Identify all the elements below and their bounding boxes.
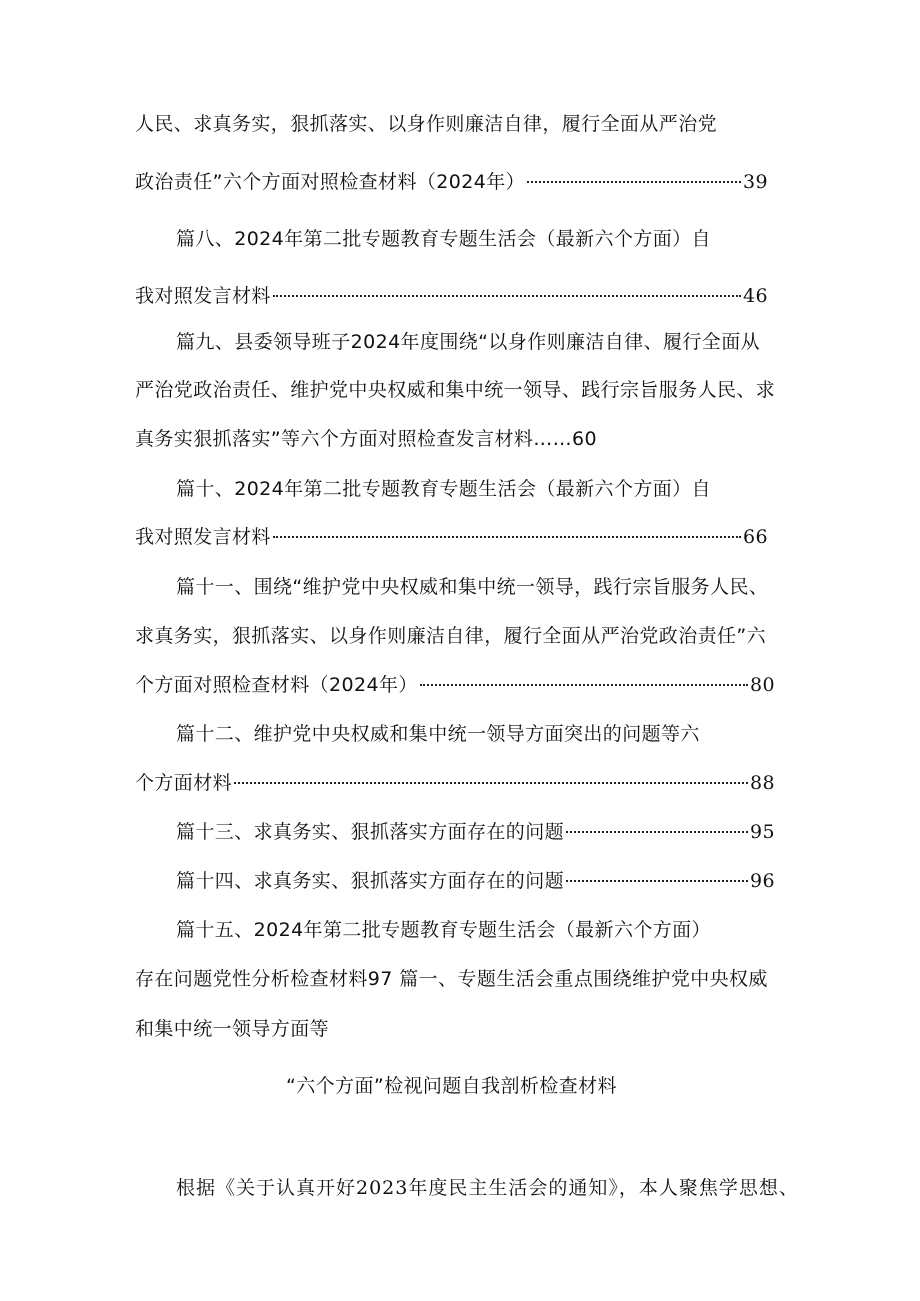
toc-line: 篇十一、围绕“维护党中央权威和集中统一领导，践行宗旨服务人民、 bbox=[176, 576, 769, 598]
toc-line: 篇八、2024年第二批专题教育专题生活会（最新六个方面）自 bbox=[176, 228, 711, 250]
body-paragraph: 根据《关于认真开好2023年度民主生活会的通知》，本人聚焦学思想、 bbox=[176, 1177, 799, 1199]
page-number: 88 bbox=[750, 772, 775, 794]
toc-line: 求真务实，狠抓落实、以身作则廉洁自律，履行全面从严治党政治责任”六 bbox=[135, 625, 767, 647]
toc-entry-7[interactable] bbox=[135, 170, 768, 194]
toc-line: 篇十二、维护党中央权威和集中统一领导方面突出的问题等六 bbox=[176, 723, 700, 745]
toc-entry-text: 篇十四、求真务实、狠抓落实方面存在的问题 bbox=[176, 870, 565, 892]
toc-entry-9[interactable]: 真务实狠抓落实”等六个方面对照检查发言材料……60 bbox=[135, 428, 598, 450]
page-number: 39 bbox=[743, 171, 768, 193]
page-number: 96 bbox=[750, 870, 775, 892]
toc-line: 篇十五、2024年第二批专题教育专题生活会（最新六个方面） bbox=[176, 919, 711, 941]
toc-line: 和集中统一领导方面等 bbox=[135, 1018, 330, 1040]
toc-entry-10[interactable] bbox=[135, 525, 768, 549]
toc-entry-text: 我对照发言材料 bbox=[135, 526, 271, 548]
toc-entry-text: 政治责任”六个方面对照检查材料（2024年） bbox=[135, 171, 525, 193]
page-number: 95 bbox=[750, 821, 775, 843]
toc-entry-8[interactable] bbox=[135, 284, 768, 308]
toc-line: 篇九、县委领导班子2024年度围绕“以身作则廉洁自律、履行全面从 bbox=[176, 331, 760, 353]
toc-entry-11[interactable] bbox=[135, 673, 775, 697]
article-title: “六个方面”检视问题自我剖析检查材料 bbox=[286, 1075, 617, 1097]
toc-line: 存在问题党性分析检查材料97 篇一、专题生活会重点围绕维护党中央权威 bbox=[135, 968, 768, 990]
toc-entry-text: 个方面材料 bbox=[135, 772, 233, 794]
leader-dots bbox=[273, 536, 741, 538]
toc-line: 严治党政治责任、维护党中央权威和集中统一领导、践行宗旨服务人民、求 bbox=[135, 379, 776, 401]
toc-entry-text: 我对照发言材料 bbox=[135, 285, 271, 307]
page-number: 80 bbox=[750, 674, 775, 696]
leader-dots bbox=[566, 880, 748, 882]
toc-line: 篇十、2024年第二批专题教育专题生活会（最新六个方面）自 bbox=[176, 478, 711, 500]
toc-entry-12[interactable] bbox=[135, 771, 775, 795]
toc-entry-text: 篇十三、求真务实、狠抓落实方面存在的问题 bbox=[176, 821, 565, 843]
toc-entry-13[interactable] bbox=[176, 820, 775, 844]
leader-dots bbox=[420, 684, 748, 686]
toc-entry-text: 个方面对照检查材料（2024年） bbox=[135, 674, 418, 696]
page-number: 46 bbox=[743, 285, 768, 307]
toc-entry-14[interactable] bbox=[176, 869, 775, 893]
leader-dots bbox=[527, 181, 741, 183]
page-number: 66 bbox=[743, 526, 768, 548]
leader-dots bbox=[273, 295, 741, 297]
toc-line: 人民、求真务实，狠抓落实、以身作则廉洁自律，履行全面从严治党 bbox=[135, 113, 718, 135]
leader-dots bbox=[234, 782, 748, 784]
leader-dots bbox=[566, 831, 748, 833]
